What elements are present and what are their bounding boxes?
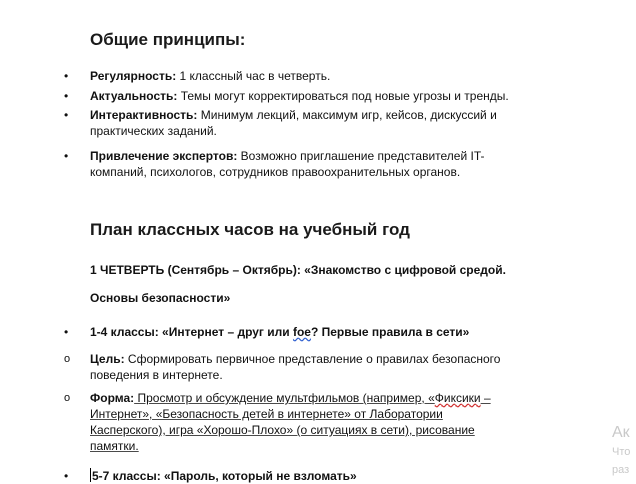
bullet-icon: •	[64, 325, 69, 339]
item-text: Просмотр и обсуждение мультфильмов (например, «	[134, 391, 435, 405]
item-label: Регулярность:	[90, 69, 177, 83]
item-text: Интернет», «Безопасность детей в интернете» от Лаборатории	[90, 407, 443, 421]
list-item	[90, 351, 610, 383]
item-label: Цель:	[90, 352, 125, 366]
item-text: Возможно приглашение представителей IT-	[237, 149, 485, 163]
item-text: Касперского), игра «Хорошо-Плохо» (о ситуациях в сети), рисование	[90, 423, 475, 437]
activation-watermark-title: Ак	[612, 424, 630, 441]
list-item	[90, 390, 610, 454]
item-text: поведения в интернете.	[90, 368, 223, 382]
circle-bullet-icon: o	[64, 353, 71, 365]
heading-year-plan: План классных часов на учебный год	[90, 220, 410, 239]
item-text: Сформировать первичное представление о правилах безопасного	[124, 352, 501, 366]
topic-heading[interactable]	[90, 468, 357, 484]
item-text: –	[480, 391, 491, 405]
item-text: Темы могут корректироваться под новые угрозы и тренды.	[177, 89, 509, 103]
activation-watermark-text: раз	[612, 464, 630, 476]
topic-text: 5-7 классы: «Пароль, который не взломать»	[92, 469, 357, 483]
text-cursor	[90, 468, 91, 482]
item-label: Привлечение экспертов:	[90, 149, 238, 163]
list-item	[90, 68, 610, 84]
quarter-heading-line1: 1 ЧЕТВЕРТЬ (Сентябрь – Октябрь): «Знакомство с цифровой средой.	[90, 263, 506, 277]
bullet-icon: •	[64, 108, 69, 122]
spellcheck-word: foe	[292, 325, 311, 339]
item-text: памятки.	[90, 439, 139, 453]
list-item	[90, 107, 610, 139]
bullet-icon: •	[64, 149, 69, 163]
bullet-icon: •	[64, 89, 69, 103]
topic-text: 1-4 классы: «Интернет – друг или	[90, 325, 293, 339]
item-label: Актуальность:	[90, 89, 178, 103]
heading-general-principles: Общие принципы:	[90, 30, 246, 49]
item-text: компаний, психологов, сотрудников правоохранительных органов.	[90, 165, 461, 179]
spellcheck-word: Фиксики	[434, 391, 481, 405]
item-label: Форма:	[90, 391, 135, 405]
item-text: 1 классный час в четверть.	[176, 69, 331, 83]
bullet-icon: •	[64, 69, 69, 83]
item-label: Интерактивность:	[90, 108, 198, 122]
item-text: Минимум лекций, максимум игр, кейсов, дискуссий и	[197, 108, 497, 122]
activation-watermark-text: Что	[612, 446, 631, 458]
quarter-heading-line2: Основы безопасности»	[90, 291, 231, 305]
list-item	[90, 88, 610, 104]
list-item	[90, 148, 610, 180]
topic-heading	[90, 324, 469, 340]
bullet-icon: •	[64, 469, 69, 483]
circle-bullet-icon: o	[64, 392, 71, 404]
topic-text: ? Первые правила в сети»	[310, 325, 470, 339]
item-text: практических заданий.	[90, 124, 217, 138]
